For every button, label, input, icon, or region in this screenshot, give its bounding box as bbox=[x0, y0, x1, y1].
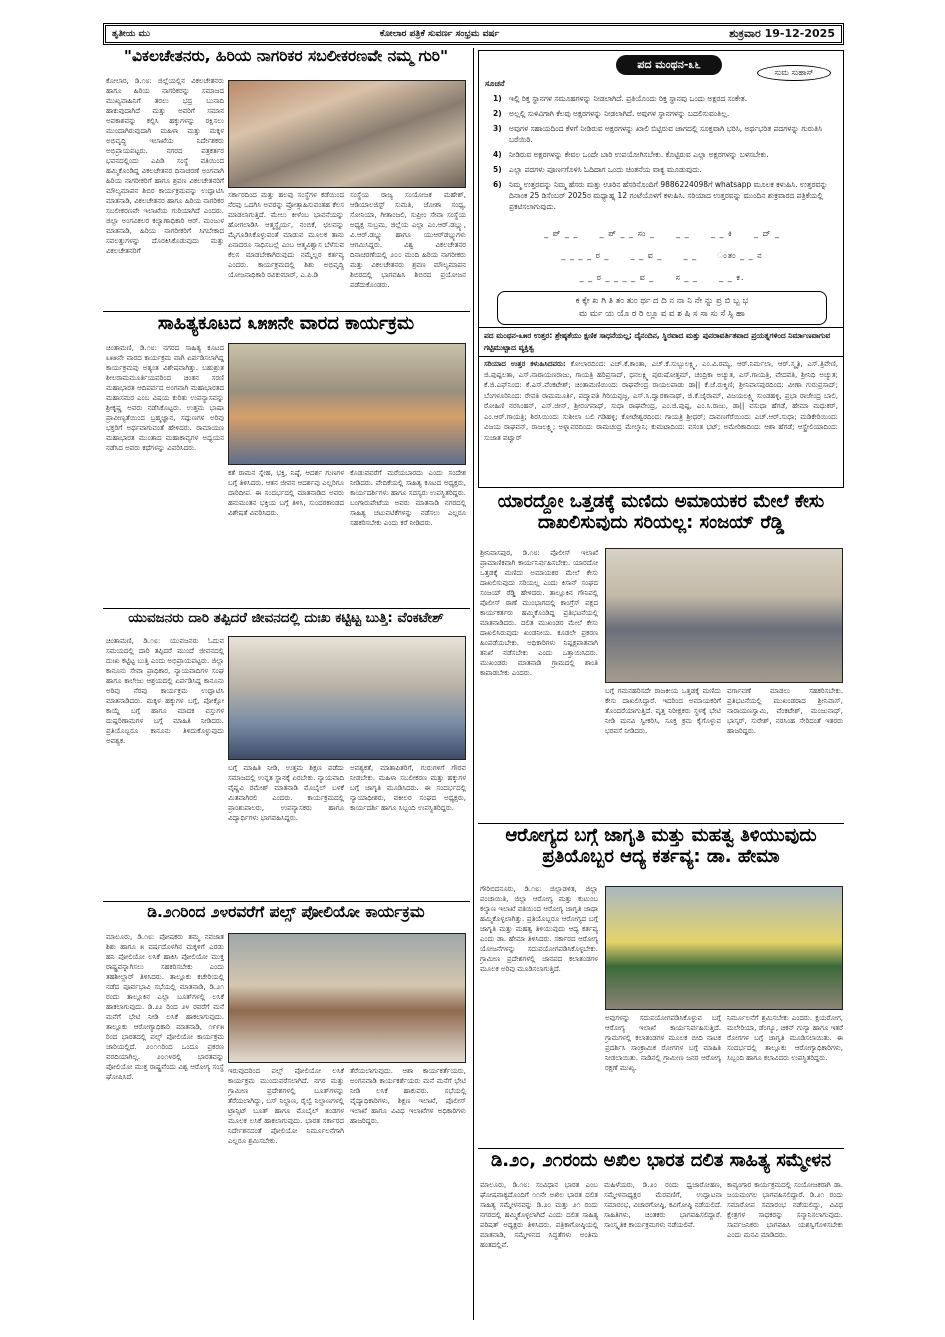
headline-senior-citizens: "ವಿಕಲಚೇತನರು, ಹಿರಿಯ ನಾಗರಿಕರ ಸಬಲೀಕರಣವೇ ನಮ್ಮ ಗುರಿ" bbox=[123, 47, 449, 65]
photo-legal-awareness-program bbox=[228, 636, 466, 760]
blank-row: _ _ _ _ ರ _ _ _ ವ _ _ _ ಂತಂ _ _ ನ bbox=[561, 251, 763, 260]
article-body: ಬಗ್ಗೆ ಗಮನಹರಿಸದೇ ರಾಜಕೀಯ ಒತ್ತಡಕ್ಕೆ ಮಣಿದು ಕೇಸು ದಾಖಲಿಸಿದ್ದಾರೆ. ಇದರಿಂದ ಅಮಾಯಕರಿಗೆ ತೊಂದರೆಯಾಗುತ್ತಿದೆ. ವೃತ್ತ ನಿರೀಕ್ಷಕರು ಸ್ಥಳಕ್ಕೆ ಭೇಟಿ ನೀಡಿ ಮನವಿ ಸ್ವೀಕರಿಸಿ, ಸೂಕ್ತ ಕ್ರಮ ಕೈಗೊಳ್ಳುವ ಭರವಸೆ ನೀಡಿದರು. bbox=[605, 687, 721, 735]
winners-label: ಸರಿಯಾದ ಉತ್ತರ ಕಳುಹಿಸಿದವರು: bbox=[484, 360, 566, 368]
article-body: ಅವಶ್ಯಕತೆ, ಮಾತಾಪಿತರಿಗೆ, ಗುರುಗಳಿಗೆ ಗೌರವ ನೀಡಬೇಕು. ಮಹಿಳಾ ಸಬಲೀಕರಣ ಮತ್ತು ಹಕ್ಕುಗಳ ಬಗ್ಗೆ ಜಾಗೃತಿ ಮೂಡಿಸಿದರು. ಈ ಸಂದರ್ಭದಲ್ಲಿ ನ್ಯಾಯಾಧೀಶರು, ವಕೀಲರ ಸಂಘದ ಅಧ್ಯಕ್ಷರು, ಕಾರ್ಯದರ್ಶಿ ಹಾಗೂ ಸಿಬ್ಬಂದಿ ಉಪಸ್ಥಿತರಿದ್ದರು. bbox=[350, 764, 466, 812]
headline-youth-venkatesh: ಯುವಜನರು ದಾರಿ ತಪ್ಪಿದರೆ ಜೀವನದಲ್ಲಿ ದುಃಖ ಕಟ್ಟಿಟ್ಟ ಬುತ್ತಿ: ವೆಂಕಟೇಶ್ bbox=[128, 610, 444, 626]
article-body: ಇರುವುದರಿಂದ ಪಲ್ಸ್ ಪೋಲಿಯೋ ಲಸಿಕೆ ಕಾರ್ಯಕ್ರಮ ಮುಂದುವರೆಸಲಾಗಿದೆ. ನಗರ ಮತ್ತು ಗ್ರಾಮೀಣ ಪ್ರದೇಶಗಳಲ್ಲಿ ಬೂತ್‌ಗಳನ್ನು ತೆರೆಯಲಾಗಿದ್ದು, ಬಸ್ ನಿಲ್ದಾಣ, ರೈಲ್ವೆ ನಿಲ್ದಾಣಗಳಲ್ಲಿ ಟ್ರಾನ್ಸಿಟ್ ಬೂತ್ ಹಾಗೂ ಮೊಬೈಲ್ ತಂಡಗಳ ಮೂಲಕ ಲಸಿಕೆ ಹಾಕಲಾಗುವುದು. ಭಾರತ ಸರ್ಕಾರದ ನಿರ್ದೇಶನದಂತೆ ಪೋಲಿಯೋ ನಿರ್ಮೂಲನೆಗಾಗಿ ಎಲ್ಲರೂ ಶ್ರಮಿಸಬೇಕು. bbox=[228, 1067, 344, 1145]
rule-item: 2) ಅಲ್ಲಲ್ಲಿ ಸುಳಿವಿಗಾಗಿ ಕೆಲವು ಅಕ್ಷರಗಳನ್ನು ನೀಡಲಾಗಿದೆ. ಅವುಗಳ ಸ್ಥಾನಗಳನ್ನು ಬದಲಿಸುವಂತಿಲ್ಲ. bbox=[493, 109, 730, 118]
headline-dalit-sahitya-sammelana: ಡಿ.೨೦, ೨೧ರಂದು ಅಖಿಲ ಭಾರತ ದಲಿತ ಸಾಹಿತ್ಯ ಸಮ್ಮೇಳನ bbox=[490, 1150, 832, 1171]
article-body: ಕತೆ ರಾಮನ ಸ್ನೇಹ, ಭಕ್ತಿ, ನಿಷ್ಠೆ, ಆದರ್ಶ ಗುಣಗಳ ಬಗ್ಗೆ ತಿಳಿಸಿದರು. ಆತನ ಜೀವನ ಆದರ್ಶವು ಎಲ್ಲರಿಗೂ ದಾರಿದೀಪ. ಈ ಸಂದರ್ಭದಲ್ಲಿ ಮಾತನಾಡಿದ ಅವರು ಹನುಮಂತನ ಭಕ್ತಿಯ ಬಗ್ಗೆ ತಿಳಿಸಿ, ಸುಂದರಕಾಂಡದ ವಿಶೇಷತೆ ವಿವರಿಸಿದರು. bbox=[228, 469, 344, 517]
blank-row: _ _ ರ _ _ _ _ ವ _ ಸ _ _ _ _ ಕ. bbox=[579, 273, 745, 282]
headline-dr-hema: ಆರೋಗ್ಯದ ಬಗ್ಗೆ ಜಾಗೃತಿ ಮತ್ತು ಮಹತ್ವ ತಿಳಿಯುವುದು ಪ್ರತಿಯೊಬ್ಬರ ಆದ್ಯ ಕರ್ತವ್ಯ: ಡಾ. ಹೇಮಾ bbox=[505, 825, 817, 867]
article-body: ಸರ್ಕಾರದಿಂದ ಮತ್ತು ಹಲವು ಸಂಸ್ಥೆಗಳ ಕಡೆಯಿಂದ ನೆರವು ಒದಗಿಸಿ ಅವರನ್ನು ಪ್ರೋತ್ಸಾಹಿಸುವಂತಹ ಕೆಲಸ ಮಾಡಲಾಗುತ್ತಿದೆ. ಮೇಲು ಕೀಳೆಂಬ ಭಾವನೆಯನ್ನು ಹೋಗಲಾಡಿಸಿ ಆತ್ಮಸ್ಥೈರ್ಯ, ನಂಬಿಕೆ, ಛಲವನ್ನು ಮೈಗೂಡಿಸಿಕೊಳ್ಳುವಂತೆ ಮಾಡುವ ಮೂಲಕ ತಾನು ಏನಾದರೂ ಸಾಧಿಸಬಲ್ಲೆ ಎಂಬ ಆತ್ಮವಿಶ್ವಾಸ ಬೆಳೆಸುವ ಕೆಲಸ ಮಾಡಬೇಕಾಗಿರುವುದು ನಮ್ಮೆಲ್ಲರ ಕರ್ತವ್ಯ ಎಂದರು. ಕಾರ್ಯಕ್ರಮದಲ್ಲಿ ಶಿಶು ಅಭಿವೃದ್ಧಿ ಯೋಜನಾಧಿಕಾರಿ ರವಿಕುಮಾರ್, ಎ.ಪಿ.ಡಿ bbox=[228, 191, 344, 279]
divider bbox=[103, 608, 470, 609]
letter-row: ಮ ರ್ಮ ಯ ಯೊ ರ ರಿ ಲ್ಲೂ ವ ವ ಶ ಷಿ ಸ ಸಾ ಸು ಸೆ ಸ್ಸಿ ಹಾ bbox=[579, 309, 745, 319]
rule-item: 4) ನೀಡಿರುವ ಅಕ್ಷರಗಳನ್ನು ಕೇವಲ ಒಂದೇ ಬಾರಿ ಉಪಯೋಗಿಸಬೇಕು. ಕೊಟ್ಟಿರುವ ಎಲ್ಲಾ ಅಕ್ಷರಗಳನ್ನು ಬಳಸಬೇಕು. bbox=[493, 150, 769, 159]
photo-protest-crowd bbox=[605, 548, 843, 683]
answer-label: ಪದ ಮಂಥನ-೩೫ರ ಉತ್ತರ: bbox=[484, 331, 553, 340]
rule-item: 1) ಇಲ್ಲಿ ರಿಕ್ತ ಸ್ಥಾನಗಳ ಸಮೂಹಗಳನ್ನು ನೀಡಲಾಗಿದೆ. ಪ್ರತಿಯೊಂದು ರಿಕ್ತ ಸ್ಥಾನವು ಒಂದು ಅಕ್ಷರದ ಸಂಕೇತ. bbox=[493, 94, 748, 103]
photo-polio-meeting bbox=[228, 933, 466, 1063]
puzzle-title: ಪದ ಮಂಥನ-೩೬ bbox=[616, 55, 722, 75]
article-body: ಅವುಗಳನ್ನು ಸದುಪಯೋಗಪಡಿಸಿಕೊಳ್ಳುವ ಬಗ್ಗೆ ಆರೋಗ್ಯ ಇಲಾಖೆ ಕಾರ್ಯನಿರ್ವಹಿಸುತ್ತಿದೆ. ಗ್ರಾಮಗಳಲ್ಲಿ ಕಲಾತಂಡಗಳ ಮೂಲಕ ಬೀದಿ ನಾಟಕ ಪ್ರದರ್ಶಿಸಿ ಸಾಂಕ್ರಾಮಿಕ ರೋಗಗಳ ಬಗ್ಗೆ ಮಾಹಿತಿ ನೀಡಲಾಯಿತು. ನಾಡಿನಲ್ಲಿ ಗ್ರಾಮೀಣ ಜನರ ಆರೋಗ್ಯ ರಕ್ಷಣೆ ಮುಖ್ಯ. bbox=[605, 1014, 721, 1072]
photo-literary-meeting bbox=[228, 343, 466, 465]
article-body: ವರ್ಗಾವಣೆ ಮಾಡಲು ಸಹಕರಿಸಬೇಕು. ಪ್ರತಿಭಟನೆಯಲ್ಲಿ ಮುಖಂಡರಾದ ಶ್ರೀನಿವಾಸ್, ನಾರಾಯಣಸ್ವಾಮಿ, ವೆಂಕಟೇಶ್, ಮಂಜುನಾಥ್, ಭಾಸ್ಕರ್, ಸುರೇಶ್, ನರಸಿಂಹ ಸೇರಿದಂತೆ ಇತರರು ಹಾಜರಿದ್ದರು. bbox=[727, 687, 843, 735]
article-body: ಮಹಿಳೆಯರು, ಡಿ.೨೦ ರಂದು ಧ್ವಜಾರೋಹಣ, ಸಮ್ಮೇಳನಾಧ್ಯಕ್ಷರ ಮೆರವಣಿಗೆ, ಉದ್ಘಾಟನಾ ಸಮಾರಂಭ, ವಿಚಾರಗೋಷ್ಠಿ, ಕವಿಗೋಷ್ಠಿ ನಡೆಯಲಿದೆ. ಸಾಹಿತಿಗಳು, ಚಿಂತಕರು ಭಾಗವಹಿಸಲಿದ್ದಾರೆ. ಸಾಂಸ್ಕೃತಿಕ ಕಾರ್ಯಕ್ರಮಗಳು ನಡೆಯಲಿವೆ. bbox=[604, 1181, 722, 1229]
issue-date: ಶುಕ್ರವಾರ 19-12-2025 bbox=[729, 27, 835, 40]
headline-sahitya-koota: ಸಾಹಿತ್ಯಕೂಟದ ೩೫೫ನೇ ವಾರದ ಕಾರ್ಯಕ್ರಮ bbox=[157, 313, 415, 334]
article-body: ಮಾಲೂರು, ಡಿ.೧೮: ಸಂವಿಧಾನ ಭಾರತ ಎಂಬ ಘೋಷವಾಕ್ಯದೊಂದಿಗೆ ೧೧ನೇ ಅಖಿಲ ಭಾರತ ದಲಿತ ಸಾಹಿತ್ಯ ಸಮ್ಮೇಳನವನ್ನು ಡಿ.೨೦ ಮತ್ತು ೨೧ ರಂದು ನಗರದಲ್ಲಿ ಹಮ್ಮಿಕೊಳ್ಳಲಾಗಿದೆ ಎಂದು ದಲಿತ ಸಾಹಿತ್ಯ ಪರಿಷತ್ ಅಧ್ಯಕ್ಷರು ತಿಳಿಸಿದರು. ಪತ್ರಿಕಾಗೋಷ್ಠಿಯಲ್ಲಿ ಮಾತನಾಡಿ, ಸಮ್ಮೇಳನದ ಸಿದ್ಧತೆಗಳು ಅಂತಿಮ ಹಂತದಲ್ಲಿವೆ. bbox=[480, 1181, 598, 1249]
article-body: ಮಾಲೂರು, ಡಿ.೧೮: ಪೋಷಕರು ತಮ್ಮ ನವಜಾತ ಶಿಶು ಹಾಗೂ ೫ ವರ್ಷದೊಳಗಿನ ಮಕ್ಕಳಿಗೆ ಎರಡು ಹನಿ ಪೋಲಿಯೋ ಲಸಿಕೆ ಹಾಕಿಸಿ ಪೋಲಿಯೋ ಮುಕ್ತ ರಾಷ್ಟ್ರವನ್ನಾಗಿಸಲು ಸಹಕರಿಸಬೇಕು ಎಂದು ತಹಶೀಲ್ದಾರ್ ತಿಳಿಸಿದರು. ತಾಲ್ಲೂಕು ಕಚೇರಿಯಲ್ಲಿ ನಡೆದ ಪೂರ್ವಭಾವಿ ಸಭೆಯಲ್ಲಿ ಮಾತನಾಡಿ, ಡಿ.೨೧ ರಂದು ತಾಲ್ಲೂಕಿನ ಎಲ್ಲಾ ಬೂತ್‌ಗಳಲ್ಲಿ ಲಸಿಕೆ ಹಾಕಲಾಗುವುದು. ಡಿ.೨೨ ರಿಂದ ೨೪ ರವರೆಗೆ ಮನೆ ಮನೆಗೆ ಭೇಟಿ ನೀಡಿ ಲಸಿಕೆ ಹಾಕಲಾಗುವುದು. ತಾಲ್ಲೂಕು ಆರೋಗ್ಯಾಧಿಕಾರಿ ಮಾತನಾಡಿ, ೧೯೯೫ ರಿಂದ ಭಾರತದಲ್ಲಿ ಪಲ್ಸ್ ಪೋಲಿಯೋ ಕಾರ್ಯಕ್ರಮ ಜಾರಿಯಲ್ಲಿದೆ. ೨೦೧೧ರಿಂದ ಒಂದೂ ಪ್ರಕರಣ ವರದಿಯಾಗಿಲ್ಲ. ೨೦೧೪ರಲ್ಲಿ ಭಾರತವನ್ನು ಪೋಲಿಯೋ ಮುಕ್ತ ರಾಷ್ಟ್ರವೆಂದು ವಿಶ್ವ ಆರೋಗ್ಯ ಸಂಸ್ಥೆ ಘೋಷಿಸಿದೆ. bbox=[106, 933, 224, 1081]
article-body: ಕೋಲಾರ, ಡಿ.೧೮: ಜಿಲ್ಲೆಯಲ್ಲಿನ ವಿಕಲಚೇತನರು ಹಾಗೂ ಹಿರಿಯ ನಾಗರಿಕರನ್ನು ಸಮಾಜದ ಮುಖ್ಯವಾಹಿನಿಗೆ ತರಲು ಭದ್ರ ಬುನಾದಿ ಹಾಕುವುದಾಗಿದೆ ಮತ್ತು ಅವರಿಗೆ ಸಮಾನ ಅವಕಾಶವನ್ನು ಕಲ್ಪಿಸಿ ಹಕ್ಕುಗಳನ್ನು ರಕ್ಷಿಸಲು ಮುಂದಾಗಿರುವುದಾಗಿ ಮಹಿಳಾ ಮತ್ತು ಮಕ್ಕಳ ಅಭಿವೃದ್ಧಿ ಇಲಾಖೆಯ ನಿರ್ದೇಶಕರು ಅಭಿಪ್ರಾಯಪಟ್ಟರು. ನಗರದ ಪತ್ರಕರ್ತರ ಭವನದಲ್ಲಿಂದು ಎಪಿಡಿ ಸಂಸ್ಥೆ ವತಿಯಿಂದ ಹಮ್ಮಿಕೊಂಡಿದ್ದ ವಿಕಲಚೇತನರ ದಿನಾಚರಣೆ ಅಂಗವಾಗಿ ಹಿರಿಯ ನಾಗರೀಕರಿಗೆ ಹಾಗೂ ಶ್ರವಣ ವಿಕಲಚೇತನರಿಗೆ ಮೌಲ್ಯಮಾಪನ ಶಿಬಿರ ಕಾರ್ಯಕ್ರಮವನ್ನು ಉದ್ಘಾಟಿಸಿ ಮಾತನಾಡಿ, ವಿಕಲಚೇತನರ ಹಾಗೂ ಹಿರಿಯ ನಾಗರಿಕರ ಸಬಲೀಕರಣವೇ ಇಲಾಖೆಯ ಗುರಿಯಾಗಿದೆ ಎಂದರು. ಜಿಲ್ಲಾ ಅಂಗವಿಕಲರ ಕಲ್ಯಾಣಾಧಿಕಾರಿ ಆರ್. ಮಂಜುಳ ಮಾತನಾಡಿ, ಹಿರಿಯ ನಾಗರೀಕರಿಗೆ ಸಿಗಬೇಕಾದ ಸವಲತ್ತುಗಳನ್ನು ದೊರಕಿಸಿಕೊಡುವುದು ಮತ್ತು ವಿಕಲಚೇತನರಿಗೆ bbox=[106, 77, 224, 255]
blank-row: _ ಪ್ _ _ _ ಪ್ _ _ ಸಂ _ _ _ _ _ ಕಿ _ ದ್ _ bbox=[544, 229, 780, 238]
article-body: ಸಂಸ್ಥೆಯ ರಾಜ್ಯ ಸಂಯೋಜಕ ಮಹೇಶ್, ಆಡಿಯಾಲಜಿಸ್ಟ್ ಸುಮತಿ, ಜೋಶಾ ಸಂಧ್ಯ, ಸೋನಿಯಾ, ಗೀತಾಂಜಲಿ, ಸುಪ್ರೀಂ ಸೇವಾ ಸಂಸ್ಥೆಯ ಅಧ್ಯಕ್ಷ ಸುಬ್ರಮ, ಜಿಲ್ಲೆಯ ಎಲ್ಲಾ ಎಂ.ಆರ್.ಡಬ್ಲ್ಯು, ವಿ.ಆರ್.ಡಬ್ಲ್ಯು ಹಾಗೂ ಯುಆರ್‌ಡಬ್ಲ್ಯುಗಳು ಆಗಮಿಸಿದ್ದರು. ವಿಶ್ವ ವಿಕಲಚೇತನರ ದಿನಾಚರಣೆಯಲ್ಲಿ ೨೦೦ ಮಂದಿ ಹಿರಿಯ ನಾಗರೀಕರು ಮತ್ತು ವಿಕಲಚೇತನರು ಶ್ರವಣ ಮೌಲ್ಯಮಾಪನ ಶಿಬಿರದಲ್ಲಿ ಭಾಗವಹಿಸಿ ಶಿಬಿರದ ಪ್ರಯೋಜನ ಪಡೆದುಕೊಂಡರು. bbox=[350, 191, 466, 289]
article-body: ಕೊಡುವವರೆಗೆ ಮರೆಯಬಾರದು ಎಂದು ಸಂದೇಶ ನೀಡಿದರು. ವೇದಿಕೆಯಲ್ಲಿ ಸಾಹಿತ್ಯ ಕೂಟದ ಅಧ್ಯಕ್ಷರು, ಕಾರ್ಯದರ್ಶಿಗಳು ಹಾಗೂ ಸದಸ್ಯರು ಉಪಸ್ಥಿತರಿದ್ದರು. ಬಂಗಾರುಪೇಟೆಯ ಅವರು ಮಾತನಾಡಿ ನಗರದಲ್ಲಿ ಸಾಹಿತ್ಯ ಚಟುವಟಿಕೆಗಳನ್ನು ನಡೆಸಲು ಎಲ್ಲರೂ ಸಹಕರಿಸಬೇಕು ಎಂದು ಕರೆ ನೀಡಿದರು. bbox=[350, 469, 466, 527]
divider bbox=[479, 327, 843, 328]
letter-row: ಕ ಕ್ಕೇ ಖ ಗಿ ತಿ ತಂ ತುಂ ರ್ಥ ದ ದಿ ನ ನಾ ನಿ ನೇ ನ್ನು ಪ್ರ ಬಿ ಬ್ಬ ಭ bbox=[575, 296, 749, 306]
puzzle-section bbox=[478, 50, 844, 488]
puzzle-author: ಸುಮ ಸುಹಾಸ್ bbox=[757, 65, 831, 81]
divider bbox=[478, 823, 844, 824]
answer-text: ಶ್ರೇಷ್ಠತೆಯು ಕ್ಷಣಿಕ ಸಾಧನೆಯಲ್ಲ; ದೈನಂದಿನ, ಸ್ಥಿರವಾದ ಮತ್ತು ಪುನರಾವರ್ತಿತವಾದ ಪ್ರಯತ್ನಗಳಿಂದ ನಿರ್ಮಾಣವಾಗುವ ಗಟ್ಟಿಮುಟ್ಟಾದ ವ್ಯಕ್ತಿತ್ವ bbox=[484, 331, 831, 352]
letter-bank bbox=[497, 291, 827, 325]
article-body: ನಿರ್ಮೂಲನೆಗೆ ಶ್ರಮಿಸಬೇಕು ಎಂದರು. ಕ್ಷಯರೋಗ, ಮಲೇರಿಯಾ, ಡೆಂಗ್ಯೂ, ಚಿಕನ್ ಗುನ್ಯಾ ಹಾಗೂ ಇತರೆ ರೋಗಗಳ ಬಗ್ಗೆ ಜಾಗೃತಿ ಮೂಡಿಸಲಾಯಿತು. ಈ ಸಂದರ್ಭದಲ್ಲಿ ತಾಲ್ಲೂಕು ಆರೋಗ್ಯಾಧಿಕಾರಿಗಳು, ಸಿಬ್ಬಂದಿ ಹಾಗೂ ಕಲಾವಿದರು ಉಪಸ್ಥಿತರಿದ್ದರು. bbox=[727, 1014, 843, 1062]
divider bbox=[479, 356, 843, 357]
article-body: ಚಿಂತಾಮಣಿ, ಡಿ.೧೮: ಯುವಜನರು ಓದುವ ಸಮಯದಲ್ಲಿ ದಾರಿ ತಪ್ಪಿದರೆ ಮುಂದೆ ಜೀವನದಲ್ಲಿ ದುಃಖ ಕಟ್ಟಿಟ್ಟ ಬುತ್ತಿ ಎಂದು ಅಭಿಪ್ರಾಯಪಟ್ಟರು. ಜಿಲ್ಲಾ ಕಾನೂನು ಸೇವಾ ಪ್ರಾಧಿಕಾರ, ನ್ಯಾಯವಾದಿಗಳ ಸಂಘ ಹಾಗೂ ಕಾಲೇಜು ಆಶ್ರಯದಲ್ಲಿ ಏರ್ಪಡಿಸಿದ್ದ ಕಾನೂನು ಅರಿವು ನೆರವು ಕಾರ್ಯಕ್ರಮ ಉದ್ಘಾಟಿಸಿ ಮಾತನಾಡಿದರು. ಮಕ್ಕಳ ಹಕ್ಕುಗಳ ಬಗ್ಗೆ, ಪೋಕ್ಸೋ ಕಾಯ್ದೆ ಬಗ್ಗೆ ಹಾಗೂ ಮಾದಕ ವಸ್ತುಗಳ ದುಷ್ಪರಿಣಾಮಗಳ ಬಗ್ಗೆ ಮಾಹಿತಿ ನೀಡಿದರು. ಪ್ರತಿಯೊಬ್ಬರೂ ಕಾನೂನು ತಿಳಿದುಕೊಳ್ಳುವುದು ಅವಶ್ಯಕ. bbox=[106, 637, 224, 745]
paper-name: ಕೋಲಾರ ಪತ್ರಿಕೆ ಸುವರ್ಣ ಸಂಭ್ರಮ ವರ್ಷ bbox=[379, 29, 500, 39]
photo-plant-watering-event bbox=[228, 80, 466, 188]
headline-pulse-polio: ಡಿ.೨೧ರಿಂದ ೨೪ರವರೆಗೆ ಪಲ್ಸ್ ಪೋಲಿಯೋ ಕಾರ್ಯಕ್ರಮ bbox=[147, 903, 425, 921]
rule-item: 3) ಅವುಗಳ ಸಹಾಯದಿಂದ ಕೆಳಗೆ ನೀಡಿರುವ ಅಕ್ಷರಗಳನ್ನು ಖಾಲಿ ಬಿಟ್ಟಿರುವ ಜಾಗದಲ್ಲಿ ಸೂಕ್ತವಾಗಿ ಭರಿಸಿ, ಅರ್ಥಭರಿತ ಪದಗಳನ್ನು ಗುರುತಿಸಿ ಬರೆಯಿರಿ. bbox=[493, 124, 823, 144]
article-body: ಶ್ರೀನಿವಾಸಪುರ, ಡಿ.೧೮: ಪೊಲೀಸ್ ಇಲಾಖೆ ಪ್ರಾಮಾಣಿಕವಾಗಿ ಕಾರ್ಯನಿರ್ವಹಿಸಬೇಕು. ಯಾರದೋ ಒತ್ತಡಕ್ಕೆ ಮಣಿದು ಅಮಾಯಕರ ಮೇಲೆ ಕೇಸು ದಾಖಲಿಸುವುದು ಸರಿಯಲ್ಲ ಎಂದು ಕಿಸಾನ್ ಸಂಘದ ಸಂಜಯ್ ರೆಡ್ಡಿ ಹೇಳಿದರು. ತಾಲ್ಲೂಕಿನ ಗೌನಿಪಲ್ಲಿ ಪೊಲೀಸ್ ಠಾಣೆ ಮುಂಭಾಗದಲ್ಲಿ ಕಾಂಗ್ರೆಸ್ ಪಕ್ಷದ ಕಾರ್ಯಕರ್ತರು ಹಮ್ಮಿಕೊಂಡಿದ್ದ ಪ್ರತಿಭಟನೆಯಲ್ಲಿ ಮಾತನಾಡಿದರು. ದಲಿತ ಮುಖಂಡರ ಮೇಲೆ ಕೇಸು ದಾಖಲಿಸಿರುವುದು ಖಂಡನೀಯ. ಕೂಡಲೇ ಪ್ರಕರಣ ಹಿಂಪಡೆಯಬೇಕು. ಅಧಿಕಾರಿಗಳು ನಿಷ್ಪಕ್ಷಪಾತವಾಗಿ ತನಿಖೆ ನಡೆಸಬೇಕು ಎಂದು ಒತ್ತಾಯಿಸಿದರು. ಮುಖಂಡರು ಮಾತನಾಡಿ ಗ್ರಾಮದಲ್ಲಿ ಶಾಂತಿ ಕಾಪಾಡಬೇಕು ಎಂದರು. bbox=[480, 549, 598, 677]
photo-health-awareness-rally bbox=[605, 886, 843, 1010]
article-body: ಗೌರಿಬಿದನೂರು, ಡಿ.೧೮: ಜಿಲ್ಲಾಡಳಿತ, ಜಿಲ್ಲಾ ಪಂಚಾಯಿತಿ, ಜಿಲ್ಲಾ ಆರೋಗ್ಯ ಮತ್ತು ಕುಟುಂಬ ಕಲ್ಯಾಣ ಇಲಾಖೆ ವತಿಯಿಂದ ಆರೋಗ್ಯ ಜಾಗೃತಿ ಜಾಥಾ ಹಮ್ಮಿಕೊಳ್ಳಲಾಗಿತ್ತು. ಪ್ರತಿಯೊಬ್ಬರೂ ಆರೋಗ್ಯದ ಬಗ್ಗೆ ಜಾಗೃತಿ ಮತ್ತು ಮಹತ್ವ ತಿಳಿಯುವುದು ಆದ್ಯ ಕರ್ತವ್ಯ ಎಂದು ಡಾ. ಹೇಮಾ ತಿಳಿಸಿದರು. ಸರ್ಕಾರದ ಆರೋಗ್ಯ ಯೋಜನೆಗಳನ್ನು ಸದುಪಯೋಗಪಡಿಸಿಕೊಳ್ಳಬೇಕು. ಗ್ರಾಮೀಣ ಪ್ರದೇಶಗಳಲ್ಲಿ ಜಾನಪದ ಕಲಾತಂಡಗಳ ಮೂಲಕ ಅರಿವು ಮೂಡಿಸಲಾಗುತ್ತಿದೆ. bbox=[480, 885, 598, 973]
masthead-bar bbox=[103, 23, 844, 45]
article-body: ಚಿಂತಾಮಣಿ, ಡಿ.೧೮: ನಗರದ ಸಾಹಿತ್ಯ ಕೂಟದ ೩೫೫ನೇ ವಾರದ ಕಾರ್ಯಕ್ರಮ ವಾಗಿ ಏರ್ಪಡಿಸಲಾಗಿದ್ದ ಕಾರ್ಯಕ್ರಮವು ಅತ್ಯಂತ ವಿಶೇಷವಾಗಿತ್ತು. ಬಹುಶ್ರುತ ಶೀಲರಾಮಮೂರ್ತಿಯವರಿಂದ ಚಿಂತನ ಸರಣಿ ಮಹಾಭಾರತ ಆದಿಪರ್ವದ ಅಂಗವಾಗಿ ಮಹಾಭಾರತದ ಮಹಾಸಮರ ಎಂಬ ವಿಷಯ ಕುರಿತು ಉಪನ್ಯಾಸವನ್ನು ಶ್ರೀಕೃಷ್ಣ ಅವರು ನಡೆಸಿಕೊಟ್ಟರು. ಉತ್ತಮ ಭಾಷಾ ಪ್ರಾವೀಣ್ಯತೆಯಿಂದ ಬ್ರಹ್ಮಜ್ಞಾನ, ಸದ್ಗುಣಗಳ ಅರಿವು ಭಕ್ತರಿಗೆ ಅರ್ಥವಾಗುವಂತೆ ಹೇಳಿದರು. ರಾಮಾಯಣ ಮಹಾಭಾರತ ಮುಂತಾದ ಮಹಾಕಾವ್ಯಗಳ ಅಧ್ಯಯನ ನಡೆಸಿದ ಅವರು ಕಥೆಗಳನ್ನು ವಿವರಿಸಿದರು. bbox=[106, 344, 224, 452]
article-body: ತೆರೆಯಲಾಗುವುದು. ಆಶಾ ಕಾರ್ಯಕರ್ತೆಯರು, ಅಂಗನವಾಡಿ ಕಾರ್ಯಕರ್ತೆಯರು ಮನೆ ಮನೆಗೆ ಭೇಟಿ ನೀಡಿ ಲಸಿಕೆ ಹಾಕುವರು. ಸಭೆಯಲ್ಲಿ ವೈದ್ಯಾಧಿಕಾರಿಗಳು, ಶಿಕ್ಷಣ ಇಲಾಖೆ, ಪೊಲೀಸ್ ಇಲಾಖೆ ಹಾಗೂ ವಿವಿಧ ಇಲಾಖೆಗಳ ಅಧಿಕಾರಿಗಳು ಹಾಜರಿದ್ದರು. bbox=[350, 1067, 466, 1125]
page-label: ತೃತೀಯ ಮು bbox=[112, 29, 150, 39]
previous-answer bbox=[484, 330, 838, 354]
divider bbox=[103, 901, 470, 902]
divider bbox=[478, 1148, 844, 1149]
article-body: ಕಾವ್ಯಂಗಾರ ಕಾರ್ಯಕ್ರಮದಲ್ಲಿ ಸಂಯೋಜಕರಾಗಿ ಡಾ. ಜಯಮಂಗಲ ಭಾಗವಹಿಸಲಿದ್ದಾರೆ. ಡಿ.೨೧ ರಂದು ಸಮಾರೋಪ ಸಮಾರಂಭ ನಡೆಯಲಿದ್ದು, ವಿವಿಧ ಕ್ಷೇತ್ರಗಳ ಸಾಧಕರನ್ನು ಸನ್ಮಾನಿಸಲಾಗುವುದು. ಸಾರ್ವಜನಿಕರು ಭಾಗವಹಿಸಿ ಯಶಸ್ವಿಗೊಳಿಸಬೇಕು ಎಂದು ಮನವಿ ಮಾಡಿದರು. bbox=[727, 1181, 843, 1239]
rule-item: 6) ನಿಮ್ಮ ಉತ್ತರವನ್ನು ನಿಮ್ಮ ಹೆಸರು ಮತ್ತು ಊರಿನ ಹೆಸರಿನೊಂದಿಗೆ 9886224098ಗೆ whatsapp ಮೂಲಕ ಕಳುಹಿಸಿ. ಉತ್ತರವನ್ನು ದಿನಾಂಕ 25 ಡಿಸೆಂಬರ್ 2025ರ ಮಧ್ಯಾಹ್ನ 12 ಗಂಟೆಯೊಳಗೆ ಕಳುಹಿಸಿ. ಸರಿಯಾದ ಉತ್ತರವನ್ನು ಮುಂದಿನ ಶುಕ್ರವಾರದ ಪತ್ರಿಕೆಯಲ್ಲಿ ಪ್ರಕಟಿಸಲಾಗುವುದು. bbox=[493, 180, 828, 211]
divider bbox=[103, 311, 470, 312]
winners-text: ಕೋಲಾರದಿಂದ: ಎಚ್.ಕೆ.ಕಾಂತಾ, ಎಚ್.ಕೆ.ಸುಬ್ಬುಲಕ್ಷ್ಮಿ, ಎಂ.ವಿ.ರಮ್ಯ, ಆರ್.ನಿರ್ಮಲಾ, ಆರ್.ಸ್ಮೃತಿ, ಎಸ್.ತ್ರಿವೇಣಿ, ಜಿ.ಪುಷ್ಪಲತಾ, ಎಸ್.ನಾರಾಯಣರಾಜು, ಗಾಯತ್ರಿ ಹರಿಪ್ರಸಾದ್, ಧನಲಕ್ಷ್ಮಿ ಪುರುಷೋತ್ತಮ್, ಚಂದ್ರಿಕಾ ಅಚ್ಯುತ, ಎಸ್.ಗಾಯತ್ರಿ, ವೇದವತಿ, ಶ್ರೀನಿಧಿ ಅಚ್ಯುತ; ಕೆ.ಜಿ.ಎಫ್‌ನಿಂದ: ಕೆ.ಎಸ್.ವೆಂಕಟೇಶ್; ಚಿಂತಾಮಣಿಯಿಂದ: ರಾಘವೇಂದ್ರ ರಾಯಲಪಾಡು ಡಾ|| ಕೆ.ಜೆ.ರುಕ್ಮಿಣಿ; ಶ್ರೀನಿವಾಸಪುರದಿಂದ: ವೀಣಾ ಗುರುಪ್ರಸಾದ್; ಬೆಂಗಳೂರಿನಿಂದ: ರೇವತಿ ರಾಮಮೂರ್ತಿ, ಪದ್ಮಾವತಿ ಗಿರಿಯಪ್ಪಜ್ಜ, ಎಸ್.ಸಿ.ದ್ವಾರಕಾನಾಥ್, ಜಿ.ಕೆ.ಜೈರಾಮ್, ವಿಜಯಲಕ್ಷ್ಮಿ ಸುಂಡಹಳ್ಳಿ, ಪ್ರಭಾ ರಾಜೇಂದ್ರ ಬಾಲಿ, ರೋಹಿಣಿ ನರಸಿಂಹನ್, ಎಸ್.ಜೀನ್, ಶ್ರೀರಂಗನಾಥ್, ಸುಧಾ ರಾಘವೇಂದ್ರ, ಎಂ.ಜಿ.ಪುಷ್ಪ, ಎಂ.ಸಿ.ರಾಜು, ಡಾ|| ವಸುಧಾ ಹೆಗಡೆ, ಹೇಮಾ ಮಧುಕರ್, ಎಂ.ಆರ್.ಗಾಯತ್ರಿ; ಶಿರಸಿಯಿಂದ: ಸುಶೀಲಾ ಬಲಿ ಗಡಿಹಳ್ಳಿ; ಕೋಟೇಶ್ವರದಿಂದ: ಗಾಯತ್ರಿ ಶ್ರೀಧರ್; ದಾವಣಗೆರೆಯಿಂದ: ಎಚ್.ಆರ್.ಸುಧಾ; ಮಡಿಕೇರಿಯಿಂದ: ವಿಜಯ ರಾಘವನ್, ರಾಜಲಕ್ಷ್ಮಿ; ಅಳ್ನಾವರದಿಂದ: ರಾಮಚಂದ್ರ ಮೇಲ್ಕಾನಿ; ಕುಮಟಾದಿಂದ: ವಸಂತ ಭಟ್; ಅಮೇರಿಕಾದಿಂದ: ಆಶಾ ಹೆಗಡೆ; ಆಸ್ಟ್ರೇಲಿಯಾದಿಂದ: ಸುಜಾತ ಪಟ್ವಾರ್ bbox=[484, 360, 838, 442]
column-divider bbox=[473, 48, 474, 1320]
headline-sanjay-reddy: ಯಾರದ್ದೋ ಒತ್ತಡಕ್ಕೆ ಮಣಿದು ಅಮಾಯಕರ ಮೇಲೆ ಕೇಸು ದಾಖಲಿಸುವುದು ಸರಿಯಲ್ಲ: ಸಂಜಯ್ ರೆಡ್ಡಿ bbox=[497, 491, 825, 533]
puzzle-rules bbox=[493, 93, 838, 216]
winners-list bbox=[484, 359, 838, 485]
rule-item: 5) ಎಲ್ಲಾ ಪದಗಳು ಪೂರ್ಣಗೊಳಿಸಿ ಓದಿದಾಗ ಒಂದು ಚಿಂತನೆಯ ವಾಕ್ಯ ಮೂಡುವುದು. bbox=[493, 165, 702, 174]
article-body: ಬಗ್ಗೆ ಮಾಹಿತಿ ನೀಡಿ, ಉತ್ತಮ ಶಿಕ್ಷಣ ಪಡೆದು ಸಮಾಜದಲ್ಲಿ ಉನ್ನತ ಸ್ಥಾನಕ್ಕೆ ಏರಬೇಕು. ನ್ಯಾಯವಾದಿ ವೈಷ್ಣವಿ ರಮೇಶ್ ಮಾತನಾಡಿ ಮೊಬೈಲ್ ಬಳಕೆ ಮಿತವಾಗಿರಲಿ ಎಂದರು. ಕಾರ್ಯಕ್ರಮದಲ್ಲಿ ಪ್ರಾಂಶುಪಾಲರು, ಉಪನ್ಯಾಸಕರು ಹಾಗೂ ವಿದ್ಯಾರ್ಥಿಗಳು ಭಾಗವಹಿಸಿದ್ದರು. bbox=[228, 764, 344, 822]
instructions-label: ಸೂಚನೆ bbox=[485, 79, 505, 88]
